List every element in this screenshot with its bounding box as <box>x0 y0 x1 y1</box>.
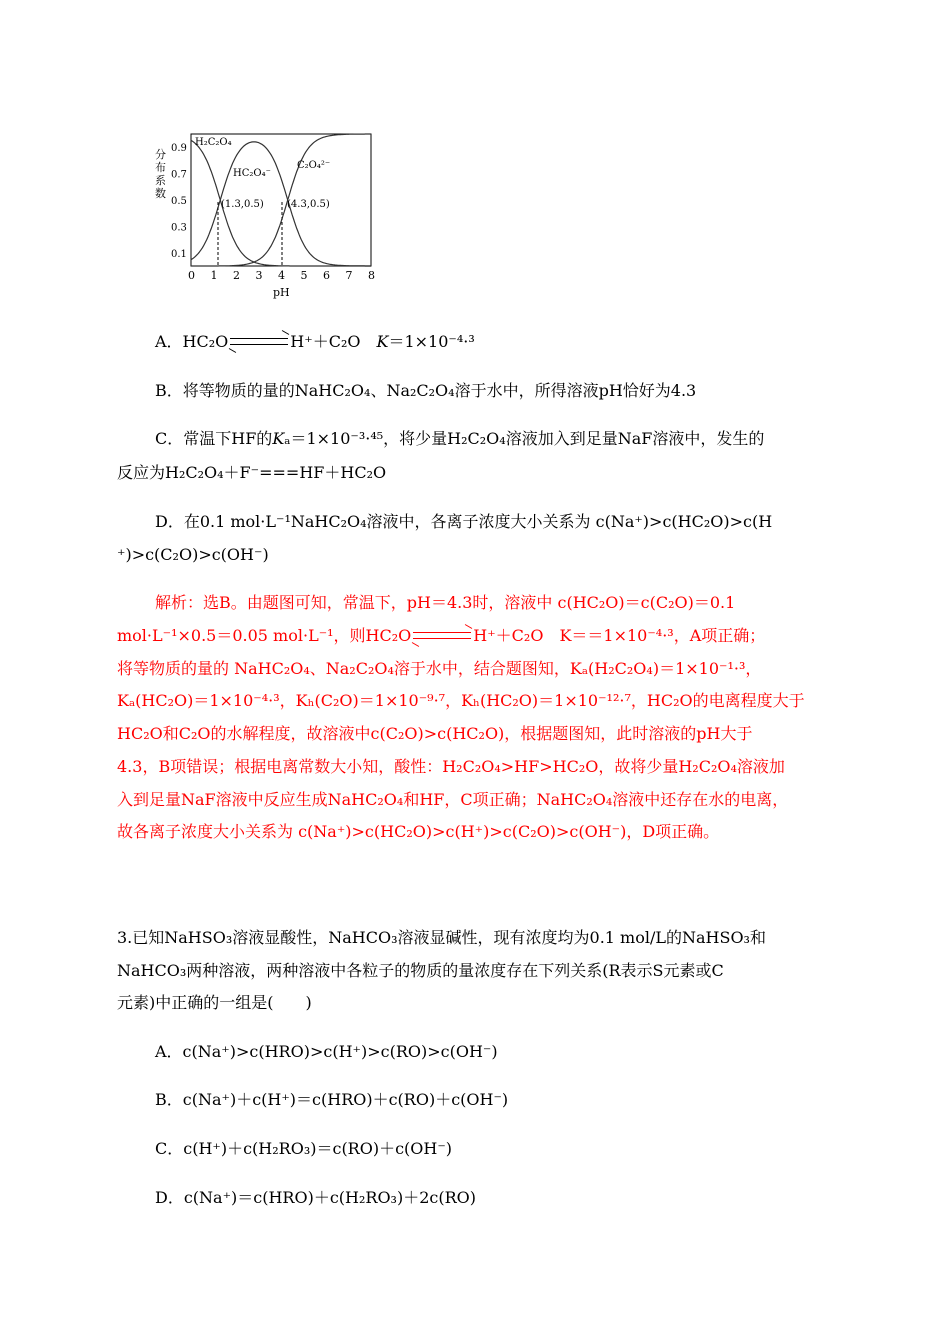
option-d-line2: ⁺)>c(C₂O)>c(OH⁻) <box>117 545 269 564</box>
option-c-rest: ₐ＝1×10⁻³·⁴⁵，将少量H₂C₂O₄溶液加入到足量NaF溶液中，发生的 <box>284 429 765 448</box>
analysis-line-5: HC₂O和C₂O的水解程度，故溶液中c(C₂O)>c(HC₂O)，根据题图知，此时溶液的pH大于 <box>117 724 753 743</box>
analysis-line-4: Kₐ(HC₂O)＝1×10⁻⁴·³，Kₕ(C₂O)＝1×10⁻⁹·⁷，Kₕ(HC₂O)＝1×10⁻¹²·⁷，HC₂O的电离程度大于 <box>117 691 805 710</box>
analysis-line-2 <box>117 624 765 648</box>
question-3-line1: 3.已知NaHSO₃溶液显酸性，NaHCO₃溶液显碱性，现有浓度均为0.1 mol/L的NaHSO₃和 <box>117 928 766 947</box>
annotation-2: (4.3,0.5) <box>287 199 330 210</box>
x-tick-label: 4 <box>278 269 285 282</box>
x-tick-label: 0 <box>188 269 195 282</box>
analysis-line-1: 解析：选B。由题图可知，常温下，pH＝4.3时，溶液中 c(HC₂O)＝c(C₂O)＝0.1 <box>155 593 736 612</box>
plot-frame <box>191 134 371 266</box>
x-tick-label: 2 <box>233 269 240 282</box>
x-tick-label: 5 <box>300 269 308 282</box>
x-axis-label: pH <box>273 286 290 299</box>
distribution-chart <box>155 126 385 301</box>
x-tick-label: 6 <box>323 269 330 282</box>
option-a-value: ＝1×10⁻⁴·³ <box>388 332 475 351</box>
analysis-line-2b: H⁺＋C₂O K＝＝1×10⁻⁴·³，A项正确； <box>473 626 766 645</box>
analysis-line-6: 4.3，B项错误；根据电离常数大小知，酸性：H₂C₂O₄>HF>HC₂O，故将少量H₂C₂O₄溶液加 <box>117 757 785 776</box>
q3-option-b: B．c(Na⁺)＋c(H⁺)＝c(HRO)＋c(RO)＋c(OH⁻) <box>155 1090 509 1109</box>
question-3-line2: NaHCO₃两种溶液，两种溶液中各粒子的物质的量浓度存在下列关系(R表示S元素或C <box>117 961 724 980</box>
x-tick-label: 7 <box>345 269 353 282</box>
option-b: B．将等物质的量的NaHC₂O₄、Na₂C₂O₄溶于水中，所得溶液pH恰好为4.3 <box>155 381 697 400</box>
x-tick-label: 1 <box>210 269 218 282</box>
y-tick-label: 0.7 <box>171 169 187 181</box>
analysis-line-8: 故各离子浓度大小关系为 c(Na⁺)>c(HC₂O)>c(H⁺)>c(C₂O)>c(OH⁻)，D项正确。 <box>117 822 720 841</box>
y-axis-label-4: 数 <box>155 187 166 200</box>
option-d-line1: D．在0.1 mol·L⁻¹NaHC₂O₄溶液中，各离子浓度大小关系为 c(Na⁺)>c(HC₂O)>c(H <box>155 512 773 531</box>
y-tick-label: 0.1 <box>171 248 187 260</box>
option-c-k: K <box>272 429 285 448</box>
q3-option-d: D．c(Na⁺)＝c(HRO)＋c(H₂RO₃)＋2c(RO) <box>155 1188 477 1207</box>
option-a-k: K <box>376 332 389 351</box>
series-label-c2o4: C₂O₄²⁻ <box>297 160 331 171</box>
y-tick-label: 0.3 <box>171 222 187 234</box>
question-3-line3: 元素)中正确的一组是( ) <box>117 993 312 1012</box>
y-axis-label-3: 系 <box>155 174 166 187</box>
option-a-right: H⁺＋C₂O <box>290 332 377 351</box>
analysis-line-7: 入到足量NaF溶液中反应生成NaHC₂O₄和HF，C项正确；NaHC₂O₄溶液中还存在水的电离， <box>117 790 789 809</box>
x-tick-label: 8 <box>368 269 375 282</box>
option-c-line1 <box>155 427 764 451</box>
equilibrium-arrow-icon <box>230 336 288 350</box>
equilibrium-arrow-icon <box>413 630 471 644</box>
x-tick-label: 3 <box>255 269 263 282</box>
analysis-line-3: 将等物质的量的 NaHC₂O₄、Na₂C₂O₄溶于水中，结合题图知，Kₐ(H₂C₂O₄)＝1×10⁻¹·³， <box>117 659 762 678</box>
q3-option-a: A．c(Na⁺)>c(HRO)>c(H⁺)>c(RO)>c(OH⁻) <box>155 1042 498 1061</box>
series-label-hc2o4: HC₂O₄⁻ <box>233 168 271 179</box>
option-c-line2: 反应为H₂C₂O₄＋F⁻===HF＋HC₂O <box>117 463 387 482</box>
option-a <box>155 330 475 354</box>
series-curve-2 <box>191 134 371 266</box>
y-tick-label: 0.9 <box>171 143 187 155</box>
series-label-h2c2o4: H₂C₂O₄ <box>195 137 232 148</box>
option-a-left: A．HC₂O <box>155 332 229 351</box>
y-axis-label-1: 分 <box>155 148 166 161</box>
analysis-line-2a: mol·L⁻¹×0.5＝0.05 mol·L⁻¹，则HC₂O <box>117 626 412 645</box>
annotation-1: (1.3,0.5) <box>221 199 264 210</box>
y-tick-label: 0.5 <box>171 196 187 207</box>
chart-curves <box>191 134 371 266</box>
y-axis-label-2: 布 <box>155 161 166 174</box>
option-c-text: C．常温下HF的 <box>155 429 273 448</box>
q3-option-c: C．c(H⁺)＋c(H₂RO₃)＝c(RO)＋c(OH⁻) <box>155 1139 453 1158</box>
chart-ticks <box>171 143 375 282</box>
